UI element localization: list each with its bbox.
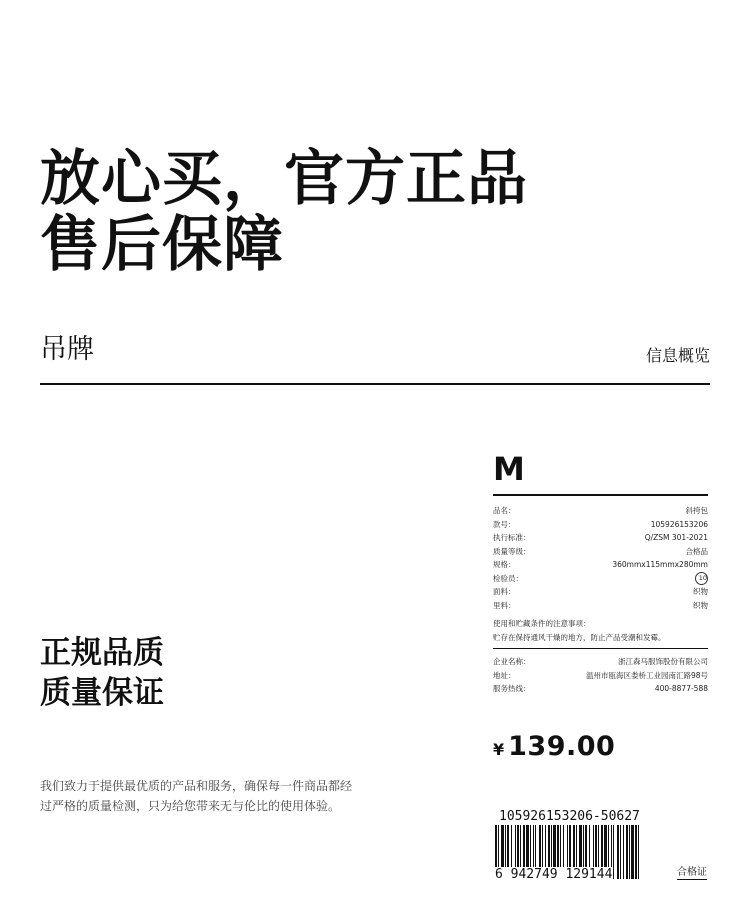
barcode-bar — [617, 825, 619, 879]
company-row — [493, 682, 708, 696]
company-row — [493, 669, 708, 683]
care-title: 使用和贮藏条件的注意事项： — [493, 619, 591, 628]
section-title: 吊牌 — [40, 334, 94, 365]
care-text: 贮存在保持通风干燥的地方，防止产品受潮和发霉。 — [493, 632, 666, 642]
size-label: M — [493, 450, 525, 488]
spec-label: 品名： — [493, 506, 516, 515]
spec-label: 执行标准： — [493, 533, 531, 542]
headline-line-1: 放心买，官方正品 — [40, 144, 528, 214]
spec-value: 织物 — [693, 600, 708, 610]
promo-line-2: 质量保证 — [40, 675, 164, 711]
inspector-number-badge: 10 — [695, 572, 708, 585]
barcode-top-number: 105926153206-50627 — [499, 809, 640, 824]
spec-row — [493, 504, 708, 518]
company-label: 企业名称： — [493, 657, 531, 666]
barcode-bar — [631, 825, 634, 879]
company-divider — [493, 648, 708, 649]
headline — [40, 146, 528, 278]
company-value: 温州市瓯海区娄桥工业园南汇路98号 — [585, 670, 708, 680]
certificate-label: 合格证 — [677, 867, 707, 878]
barcode-bottom-number: 6 942749 129144 — [495, 867, 613, 882]
barcode-bar — [626, 825, 628, 879]
spec-row — [493, 558, 708, 572]
spec-row — [493, 545, 708, 559]
company-label: 服务热线： — [493, 684, 531, 693]
spec-value: Q/ZSM 301-2021 — [644, 533, 708, 542]
company-label: 地址： — [493, 670, 516, 680]
spec-value: 合格品 — [685, 546, 708, 556]
spec-row — [493, 531, 708, 545]
spec-row — [493, 572, 708, 586]
barcode-bar — [635, 825, 637, 879]
spec-label: 里料： — [493, 600, 516, 610]
spec-label: 款号： — [493, 519, 516, 529]
price — [493, 731, 615, 762]
company-value: 浙江森马服饰股份有限公司 — [618, 657, 708, 666]
barcode-bar — [638, 825, 639, 879]
headline-line-2: 售后保障 — [40, 210, 284, 280]
spec-label: 检验员： — [493, 573, 523, 583]
section-subtitle: 信息概览 — [645, 346, 710, 365]
spec-row — [493, 599, 708, 613]
spec-row — [493, 518, 708, 532]
spec-value: 斜挎包 — [685, 506, 708, 515]
promo-line-1: 正规品质 — [40, 635, 164, 671]
tag-divider — [493, 494, 708, 496]
spec-label: 质量等级： — [493, 546, 531, 556]
spec-label: 规格： — [493, 560, 516, 569]
currency-symbol: ¥ — [493, 740, 505, 759]
promo-description: 我们致力于提供最优质的产品和服务，确保每一件商品都经过严格的质量检测，只为给您带来无与伦比的使用体验。 — [40, 779, 353, 813]
barcode-bar — [620, 825, 621, 879]
spec-value: 360mmx115mmx280mm — [612, 560, 708, 569]
spec-label: 面料： — [493, 587, 516, 596]
company-value: 400-8877-588 — [654, 684, 708, 693]
price-amount: 139.00 — [508, 731, 616, 762]
barcode-bar — [623, 825, 624, 879]
spec-value: 105926153206 — [650, 519, 708, 529]
barcode-bar — [629, 825, 630, 879]
spec-value: 织物 — [693, 587, 708, 596]
company-info — [493, 655, 708, 696]
care-instructions — [493, 617, 708, 644]
spec-list — [493, 504, 708, 612]
company-row — [493, 655, 708, 669]
spec-row — [493, 585, 708, 599]
promo-heading — [40, 633, 164, 713]
section-divider — [40, 383, 710, 385]
